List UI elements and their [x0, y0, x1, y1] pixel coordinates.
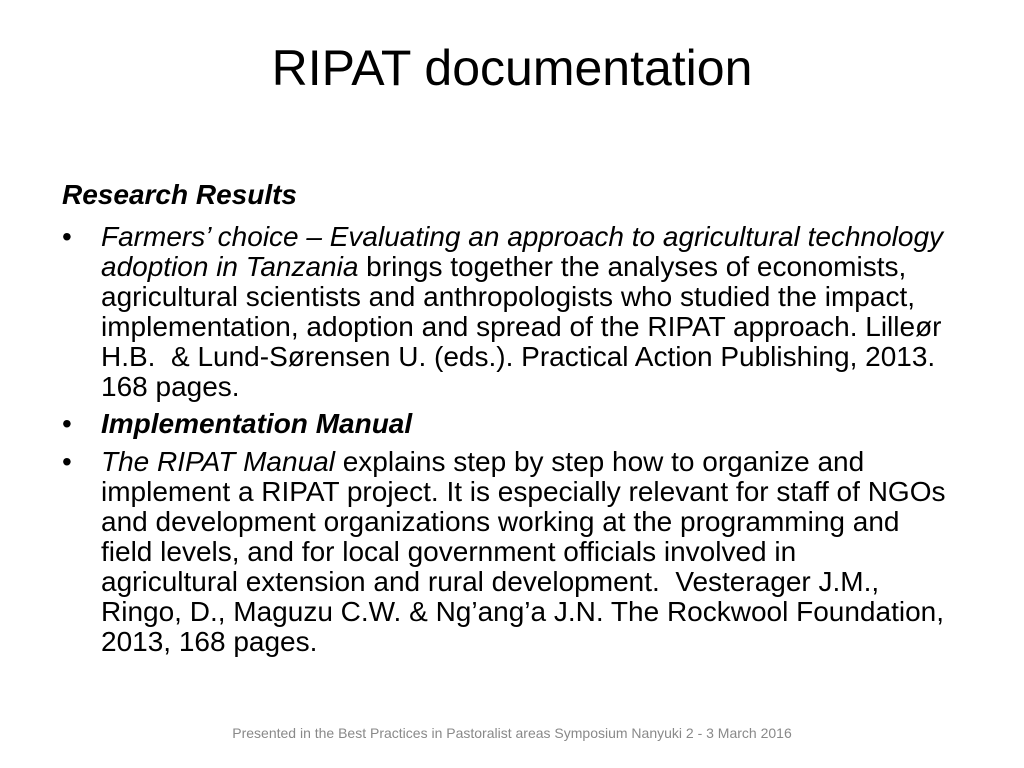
body-text: agricultural extension and rural development. Vesterager J.M.,: [101, 566, 880, 597]
text-line: [101, 597, 1002, 627]
body-text: implement a RIPAT project. It is especially relevant for staff of NGOs: [101, 476, 946, 507]
bullet-item-ripat-manual: [62, 447, 1002, 657]
text-line: [101, 477, 1002, 507]
text-line: [101, 342, 1002, 372]
text-line: [101, 567, 1002, 597]
body-text: 2013, 168 pages.: [101, 626, 318, 657]
body-text: implementation, adoption and spread of the RIPAT approach. Lilleør: [101, 311, 942, 342]
text-line: [101, 312, 1002, 342]
subsection-heading: Implementation Manual: [101, 408, 413, 439]
text-line: [101, 627, 1002, 657]
text-line: [101, 282, 1002, 312]
text-line: [101, 222, 1002, 252]
body-text: brings together the analyses of economists,: [358, 251, 907, 282]
body-text: Ringo, D., Maguzu C.W. & Ng’ang’a J.N. The Rockwool Foundation,: [101, 596, 944, 627]
book-title: Farmers’ choice – Evaluating an approach to agricultural technology: [101, 221, 944, 252]
slide-content: [62, 180, 1002, 657]
bullet-marker: •: [62, 408, 72, 439]
body-text: agricultural scientists and anthropologists who studied the impact,: [101, 281, 915, 312]
text-line: [101, 372, 1002, 402]
body-text: H.B. & Lund-Sørensen U. (eds.). Practical Action Publishing, 2013.: [101, 341, 936, 372]
text-line: [101, 507, 1002, 537]
bullet-marker: •: [62, 446, 72, 477]
body-text: and development organizations working at the programming and: [101, 506, 900, 537]
body-text: field levels, and for local government officials involved in: [101, 536, 797, 567]
slide-title: RIPAT documentation: [271, 40, 753, 96]
bullet-item-implementation-manual: [62, 409, 1002, 439]
slide-footer: Presented in the Best Practices in Pastoralist areas Symposium Nanyuki 2 - 3 March 2016: [232, 725, 792, 741]
text-line: [101, 537, 1002, 567]
manual-title: The RIPAT Manual: [101, 446, 335, 477]
body-text: 168 pages.: [101, 371, 240, 402]
section-heading: Research Results: [62, 179, 298, 210]
text-line: [101, 252, 1002, 282]
bullet-item-farmers-choice: [62, 222, 1002, 402]
text-line: [101, 447, 1002, 477]
body-text: explains step by step how to organize and: [334, 446, 865, 477]
bullet-marker: •: [62, 221, 72, 252]
text-line: [101, 409, 1002, 439]
book-title: adoption in Tanzania: [101, 251, 359, 282]
